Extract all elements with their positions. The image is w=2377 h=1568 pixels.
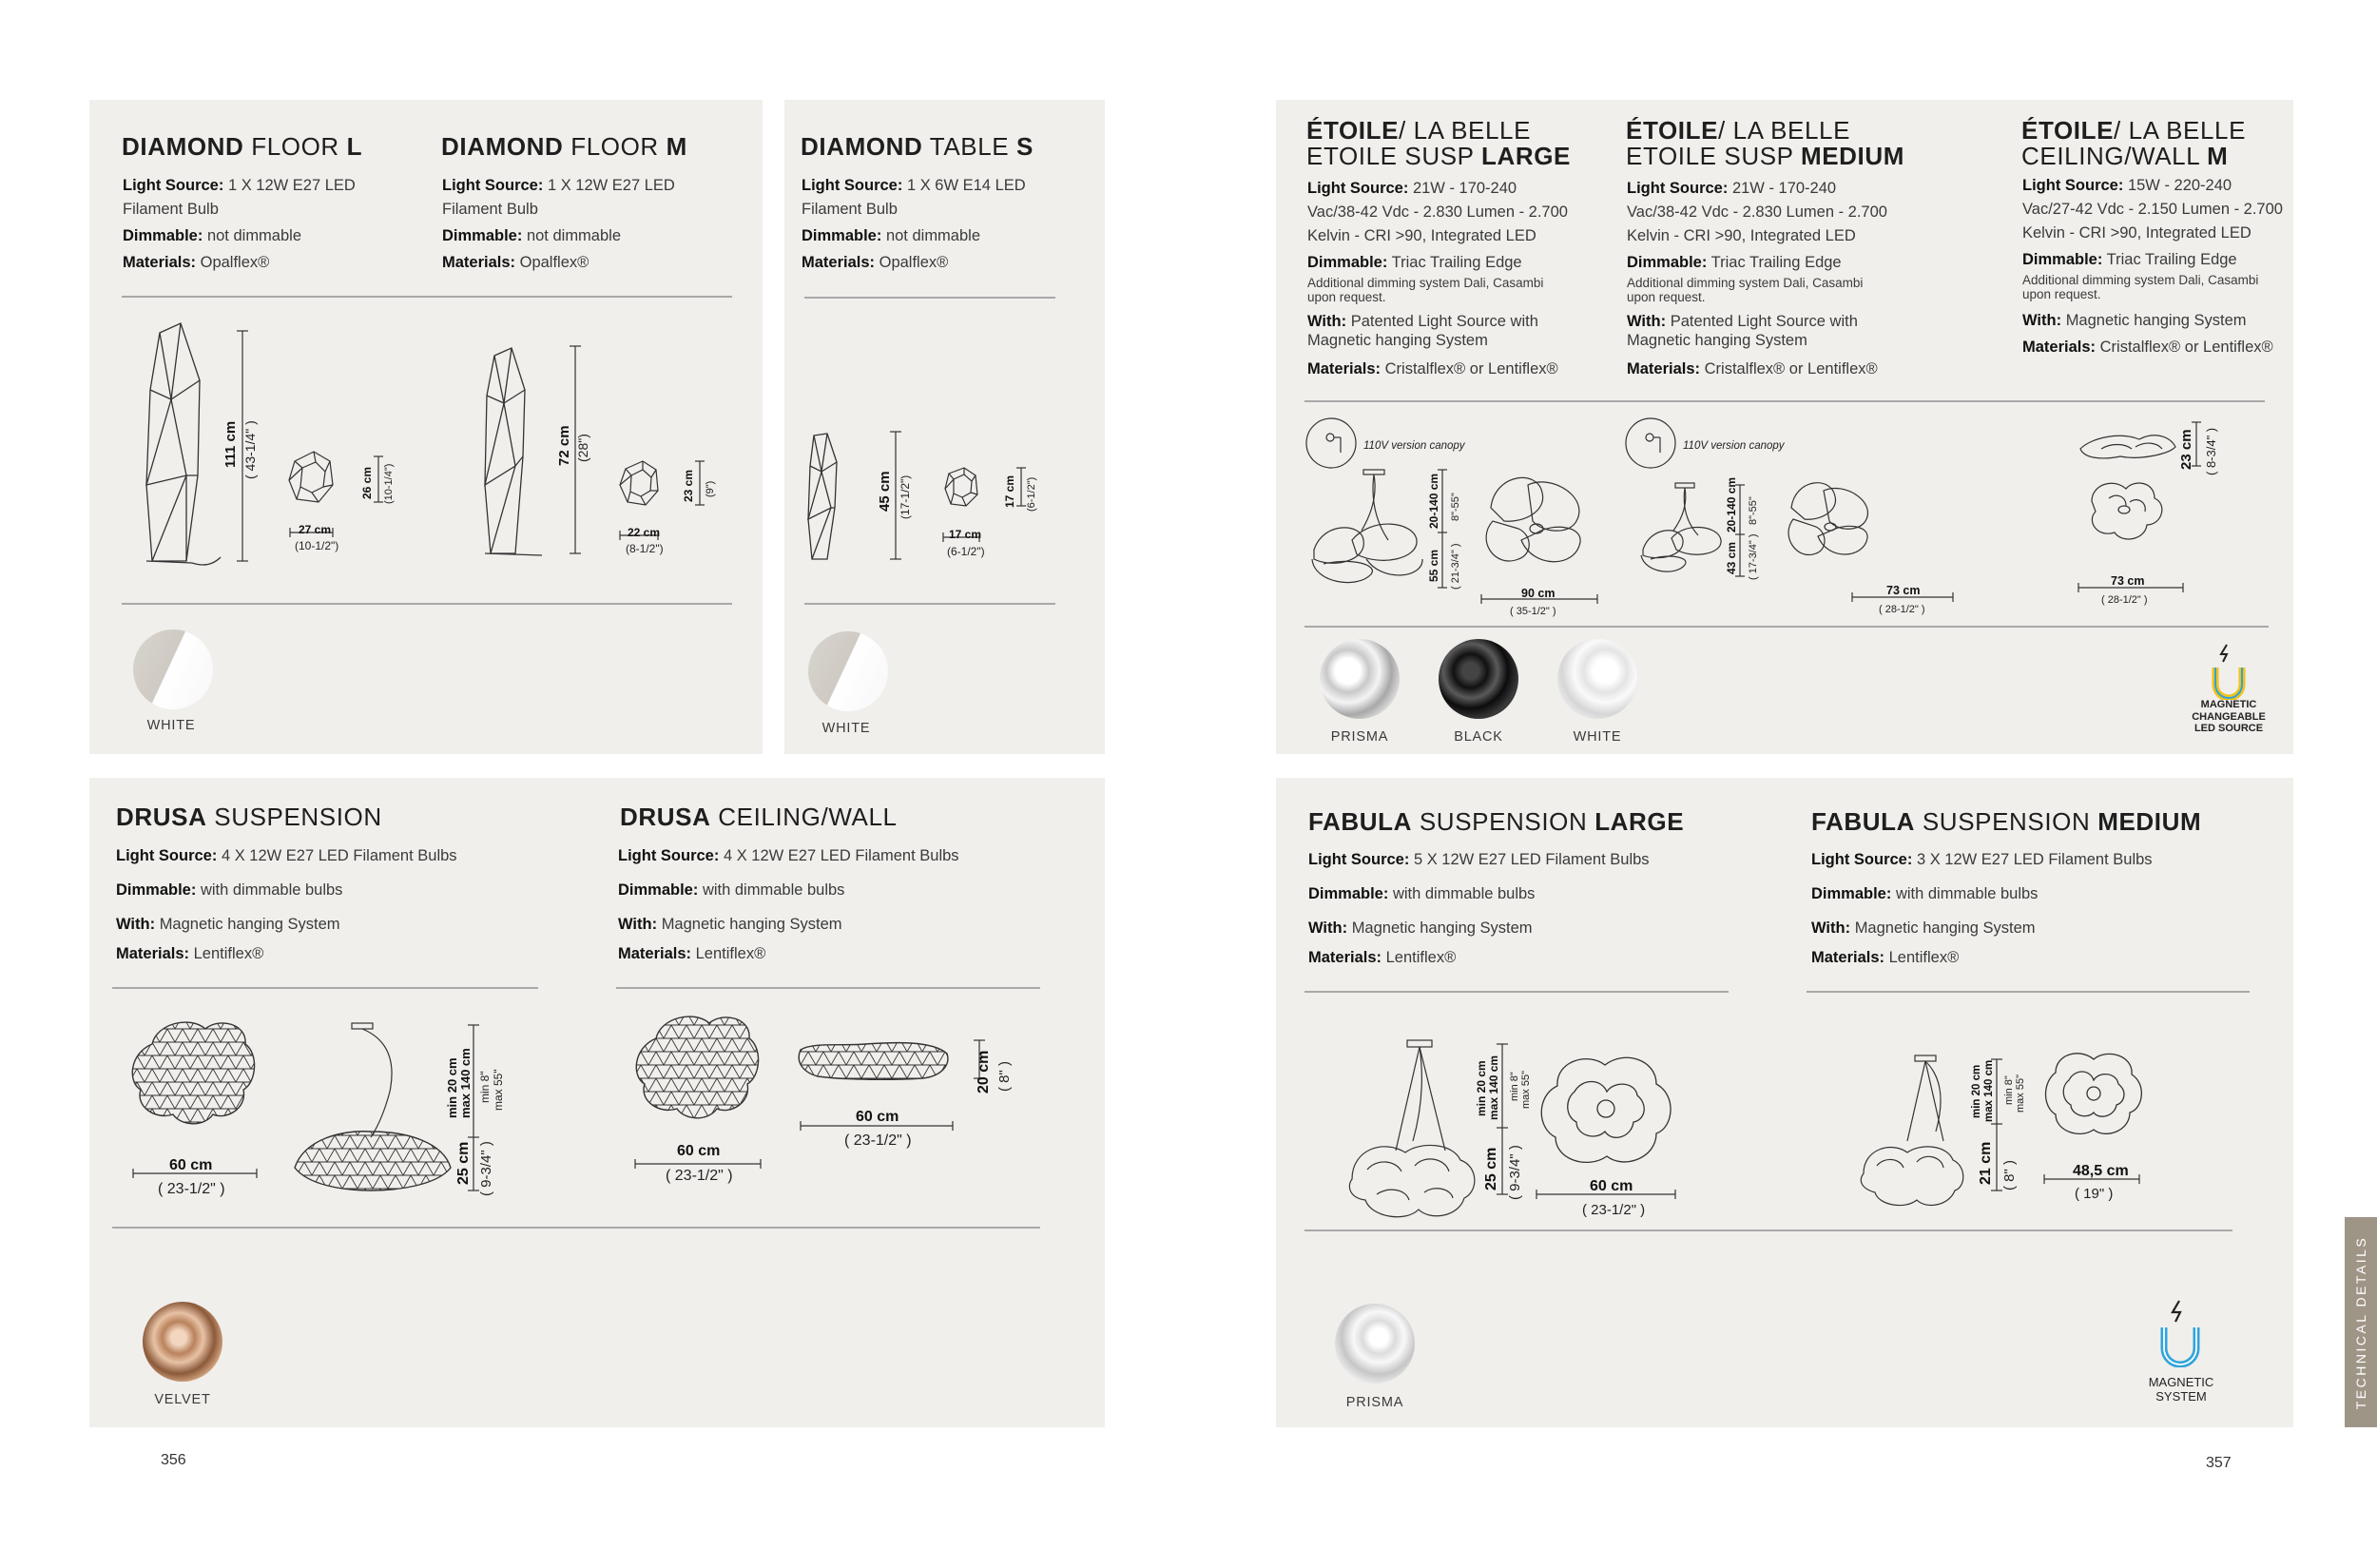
dim-height-body-in: ( 9-3/4" ) — [1507, 1145, 1523, 1200]
drawing-etoile-large — [1304, 416, 1618, 616]
divider-fabula-medium — [1807, 991, 2250, 993]
divider-etoile-bottom — [1304, 626, 2269, 628]
dim-width-in: ( 28-1/2" ) — [1879, 604, 1925, 615]
dim-width-cm: 60 cm — [1590, 1178, 1633, 1194]
dim-height-body-in: ( 9-3/4" ) — [478, 1141, 494, 1196]
swatch-label-prisma: PRISMA — [1345, 1395, 1404, 1410]
divider-fabula-bottom — [1304, 1229, 2232, 1231]
product-title-fabula-medium: FABULA SUSPENSION MEDIUM — [1811, 807, 2202, 836]
dim-width-in: (10-1/2") — [295, 539, 339, 552]
product-title-etoile-medium: ÉTOILE/ LA BELLE ETOILE SUSP MEDIUM — [1626, 116, 1905, 170]
dim-height-cm: 23 cm — [2178, 429, 2194, 470]
dim-height-body-in: ( 8" ) — [2001, 1160, 2018, 1191]
swatch-label-prisma: PRISMA — [1330, 729, 1389, 745]
dim-depth-cm: 23 cm — [682, 469, 695, 502]
swatch-label-white: WHITE — [1573, 729, 1622, 745]
dim-height-body: 25 cm — [455, 1141, 472, 1185]
canopy-caption: 110V version canopy — [1683, 440, 1785, 452]
swatch-white — [808, 631, 888, 711]
dim-width2-in: ( 23-1/2" ) — [844, 1132, 912, 1149]
product-title-drusa-suspension: DRUSA SUSPENSION — [116, 803, 382, 831]
dim-height-min-in: min 8" — [2003, 1075, 2015, 1105]
magnet-led-label: MAGNETIC CHANGEABLE LED SOURCE — [2192, 699, 2266, 734]
dim-width2-cm: 60 cm — [856, 1109, 899, 1125]
divider-drusa-susp — [112, 987, 538, 989]
dim-width-cm: 73 cm — [2111, 574, 2145, 588]
dim-depth-cm: 26 cm — [360, 466, 374, 499]
dim-width-cm: 60 cm — [169, 1157, 213, 1173]
swatch-black — [1439, 639, 1518, 719]
drawing-diamond-floor-m — [475, 342, 723, 571]
dim-height-min: min 20 cm — [1475, 1060, 1488, 1116]
dim-height-body-in: ( 17-3/4" ) — [1748, 533, 1759, 580]
dim-height-range-in: 8"-55" — [1450, 493, 1461, 521]
swatch-prisma — [1320, 639, 1400, 719]
divider-diamond-floor-bottom — [122, 603, 732, 605]
swatch-label-white: WHITE — [146, 718, 196, 733]
dim-height-max: max 140 cm — [1983, 1059, 1995, 1122]
dim-height-range: 20-140 cm — [1427, 473, 1440, 529]
dim-height-body: 55 cm — [1427, 549, 1440, 582]
dim-depth-in: (6-1/2") — [1026, 476, 1037, 512]
dim-width-in: (8-1/2") — [626, 542, 664, 555]
specs-drusa-suspension: Light Source: 4 X 12W E27 LED Filament Bulbs Dimmable: with dimmable bulbs With: Magnetic hanging System Materials: Lentiflex® — [116, 847, 457, 962]
dim-height-cm: 111 cm — [222, 420, 239, 468]
dim-width-cm: 60 cm — [677, 1143, 721, 1159]
section-tab[interactable] — [2345, 1217, 2377, 1427]
dim-width-in: ( 35-1/2" ) — [1510, 606, 1556, 617]
dim-height-in: ( 43-1/4" ) — [242, 420, 258, 479]
product-title-etoile-m: ÉTOILE/ LA BELLE CEILING/WALL M — [2021, 116, 2247, 170]
swatch-white — [1557, 639, 1637, 719]
specs-etoile-medium: Light Source: 21W - 170-240 Vac/38-42 Vdc - 2.830 Lumen - 2.700 Kelvin - CRI >90, Integrated LED Dimmable: Triac Trailing Edge Additional dimming system Dali, Casambi upon request. With: Patented Light Source with Magnetic hanging System Materials: Cristalflex® or Lentiflex® — [1627, 180, 1887, 377]
dim-width-in: (6-1/2") — [947, 545, 985, 558]
drawing-drusa-suspension — [114, 1016, 532, 1206]
product-title-etoile-large: ÉTOILE/ LA BELLE ETOILE SUSP LARGE — [1306, 116, 1571, 170]
divider-fabula-large — [1304, 991, 1729, 993]
drawing-etoile-medium — [1624, 416, 1938, 616]
dim-width-in: ( 23-1/2" ) — [666, 1168, 733, 1184]
dim-height-max: max 140 cm — [458, 1048, 473, 1118]
drawing-fabula-medium — [1845, 1046, 2168, 1227]
dim-height-min-in: min 8" — [478, 1071, 492, 1103]
divider-diamond-table-bottom — [804, 603, 1055, 605]
divider-diamond-floor-top — [122, 296, 732, 298]
dim-height-body: 43 cm — [1725, 541, 1738, 574]
divider-etoile-top — [1304, 400, 2265, 402]
dim-height-min: min 20 cm — [1971, 1064, 1982, 1118]
dim-width-in: ( 23-1/2" ) — [158, 1181, 225, 1197]
dim-width-cm: 73 cm — [1886, 584, 1921, 597]
dim-depth-in: (10-1/4") — [383, 463, 395, 504]
product-title-diamond-table-s: DIAMOND TABLE S — [801, 132, 1034, 161]
drawing-diamond-table-s — [804, 428, 1061, 571]
drawing-diamond-floor-l — [133, 323, 418, 571]
dim-height-in: (28") — [575, 434, 590, 462]
divider-diamond-table-top — [804, 297, 1055, 299]
dim-height-in: (17-1/2") — [899, 474, 912, 519]
dim-height-in: ( 8" ) — [996, 1061, 1013, 1092]
dim-width-in: ( 19" ) — [2075, 1186, 2114, 1202]
magnet-system-icon — [2155, 1299, 2206, 1367]
swatch-white — [133, 629, 213, 709]
swatch-label-white: WHITE — [821, 721, 871, 736]
dim-height-cm: 72 cm — [556, 425, 572, 466]
dim-width-cm: 48,5 cm — [2073, 1163, 2129, 1179]
drawing-fabula-large — [1339, 1036, 1691, 1227]
specs-drusa-ceiling-wall: Light Source: 4 X 12W E27 LED Filament Bulbs Dimmable: with dimmable bulbs With: Magnetic hanging System Materials: Lentiflex® — [618, 847, 959, 962]
dim-height-range: 20-140 cm — [1725, 476, 1738, 532]
dim-height-max: max 140 cm — [1487, 1055, 1500, 1120]
dim-height-cm: 45 cm — [877, 471, 893, 512]
specs-diamond-floor-l: Light Source: 1 X 12W E27 LED Filament Bulb Dimmable: not dimmable Materials: Opalflex® — [123, 177, 356, 271]
page-number-right: 357 — [2206, 1455, 2232, 1471]
drawing-drusa-ceiling-wall — [618, 1012, 1036, 1202]
page-number-left: 356 — [161, 1452, 186, 1468]
product-title-diamond-floor-m: DIAMOND FLOOR M — [441, 132, 687, 161]
specs-diamond-table-s: Light Source: 1 X 6W E14 LED Filament Bulb Dimmable: not dimmable Materials: Opalflex® — [802, 177, 1026, 271]
dim-height-range-in: 8"-55" — [1748, 496, 1759, 525]
specs-etoile-large: Light Source: 21W - 170-240 Vac/38-42 Vdc - 2.830 Lumen - 2.700 Kelvin - CRI >90, Integrated LED Dimmable: Triac Trailing Edge Additional dimming system Dali, Casambi upon request. With: Patented Light Source with Magnetic hanging System Materials: Cristalflex® or Lentiflex® — [1307, 180, 1568, 377]
section-tab-label: TECHNICAL DETAILS — [2353, 1235, 2368, 1409]
dim-height-max-in: max 55" — [2015, 1074, 2026, 1113]
dim-height-body: 21 cm — [1978, 1141, 1994, 1185]
swatch-prisma — [1335, 1304, 1415, 1384]
dim-width-cm: 90 cm — [1521, 587, 1556, 600]
swatch-label-velvet: VELVET — [154, 1392, 211, 1407]
magnet-led-icon — [2208, 643, 2250, 700]
dim-height-body: 25 cm — [1483, 1147, 1499, 1191]
divider-drusa-bottom — [112, 1227, 1040, 1229]
specs-fabula-medium: Light Source: 3 X 12W E27 LED Filament Bulbs Dimmable: with dimmable bulbs With: Magnetic hanging System Materials: Lentiflex® — [1811, 851, 2153, 966]
dim-width-in: ( 23-1/2" ) — [1582, 1202, 1646, 1218]
magnet-system-label: MAGNETIC SYSTEM — [2148, 1375, 2214, 1403]
canopy-caption: 110V version canopy — [1363, 440, 1465, 452]
dim-height-body-in: ( 21-3/4" ) — [1450, 543, 1461, 590]
dim-depth-cm: 17 cm — [1003, 474, 1016, 508]
dim-width-in: ( 28-1/2" ) — [2101, 594, 2148, 606]
dim-depth-in: (9") — [705, 480, 716, 497]
specs-diamond-floor-m: Light Source: 1 X 12W E27 LED Filament Bulb Dimmable: not dimmable Materials: Opalflex® — [442, 177, 675, 271]
dim-width-cm: 22 cm — [628, 526, 661, 539]
dim-height-in: ( 8-3/4" ) — [2204, 427, 2218, 475]
specs-fabula-large: Light Source: 5 X 12W E27 LED Filament Bulbs Dimmable: with dimmable bulbs With: Magnetic hanging System Materials: Lentiflex® — [1308, 851, 1650, 966]
dim-height-cm: 20 cm — [976, 1050, 992, 1094]
dim-width-cm: 27 cm — [299, 523, 332, 536]
dim-width-cm: 17 cm — [949, 528, 982, 541]
swatch-velvet — [143, 1302, 222, 1382]
product-title-drusa-ceiling-wall: DRUSA CEILING/WALL — [620, 803, 898, 831]
divider-drusa-cw — [616, 987, 1040, 989]
swatch-label-black: BLACK — [1454, 729, 1503, 745]
product-title-fabula-large: FABULA SUSPENSION LARGE — [1308, 807, 1685, 836]
dim-height-min-in: min 8" — [1509, 1072, 1520, 1101]
dim-height-min: min 20 cm — [445, 1057, 459, 1118]
dim-height-max-in: max 55" — [492, 1069, 505, 1111]
drawing-etoile-m — [2063, 411, 2291, 616]
dim-height-max-in: max 55" — [1520, 1071, 1532, 1109]
product-title-diamond-floor-l: DIAMOND FLOOR L — [122, 132, 363, 161]
specs-etoile-m: Light Source: 15W - 220-240 Vac/27-42 Vdc - 2.150 Lumen - 2.700 Kelvin - CRI >90, Integrated LED Dimmable: Triac Trailing Edge Additional dimming system Dali, Casambi upon request. With: Magnetic hanging System Materials: Cristalflex® or Lentiflex® — [2022, 177, 2283, 356]
